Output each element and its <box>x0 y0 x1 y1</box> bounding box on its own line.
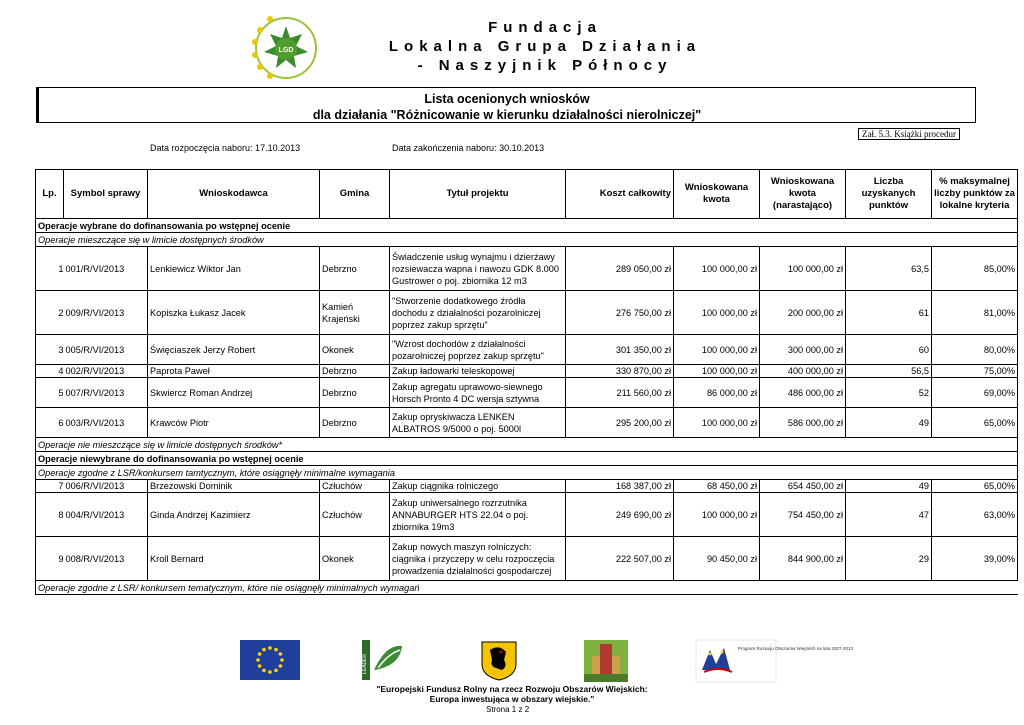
cell-points: 47 <box>846 493 932 537</box>
cell-amount: 86 000,00 zł <box>674 378 760 408</box>
table-row <box>36 408 1018 438</box>
cell-points: 60 <box>846 335 932 365</box>
cell-points: 56,5 <box>846 365 932 378</box>
cell-applicant: Krawców Piotr <box>148 408 320 438</box>
cell-cost: 295 200,00 zł <box>566 408 674 438</box>
cell-lp: 7 <box>36 480 64 493</box>
cell-title: Świadczenie usług wynajmu i dzierżawy rozsiewacza wapna i nawozu GDK 8.000 Gustrower o poj. zbiornika 12 m3 <box>390 247 566 291</box>
leader-logo <box>362 640 408 685</box>
col-lp: Lp. <box>36 170 64 219</box>
table-row <box>36 247 1018 291</box>
table-row <box>36 493 1018 537</box>
cell-percent: 65,00% <box>932 408 1018 438</box>
end-date: Data zakończenia naboru: 30.10.2013 <box>392 143 545 153</box>
cell-symbol: 005/R/VI/2013 <box>64 335 148 365</box>
cell-lp: 3 <box>36 335 64 365</box>
cell-symbol: 009/R/VI/2013 <box>64 291 148 335</box>
document-title <box>36 87 976 123</box>
cell-applicant: Kopiszka Łukasz Jacek <box>148 291 320 335</box>
col-points: Liczba uzyskanych punktów <box>846 170 932 219</box>
cell-amount: 100 000,00 zł <box>674 365 760 378</box>
cell-points: 49 <box>846 408 932 438</box>
cell-gmina: Debrzno <box>320 378 390 408</box>
cell-percent: 85,00% <box>932 247 1018 291</box>
cell-title: Zakup agregatu uprawowo-siewnego Horsch Pronto 4 DC wersja sztywna <box>390 378 566 408</box>
section-not-selected: Operacje niewybrane do dofinansowania po wstępnej ocenie <box>36 452 1018 466</box>
org-line-3: - Naszyjnik Północy <box>417 57 673 74</box>
cell-gmina: Człuchów <box>320 480 390 493</box>
cell-percent: 81,00% <box>932 291 1018 335</box>
svg-text:LGD: LGD <box>278 47 294 54</box>
cell-applicant: Skwiercz Roman Andrzej <box>148 378 320 408</box>
cell-percent: 69,00% <box>932 378 1018 408</box>
cell-symbol: 004/R/VI/2013 <box>64 493 148 537</box>
cell-points: 63,5 <box>846 247 932 291</box>
table-row <box>36 365 1018 378</box>
cell-points: 49 <box>846 480 932 493</box>
cell-cost: 168 387,00 zł <box>566 480 674 493</box>
municipality-logo <box>584 640 628 687</box>
cell-cost: 276 750,00 zł <box>566 291 674 335</box>
eu-flag-logo <box>240 640 300 685</box>
subsection-over-limit: Operacje nie mieszczące się w limicie dostępnych środków* <box>36 438 1018 452</box>
cell-cumulative: 486 000,00 zł <box>760 378 846 408</box>
cell-applicant: Ginda Andrzej Kazimierz <box>148 493 320 537</box>
cell-applicant: Lenkiewicz Wiktor Jan <box>148 247 320 291</box>
cell-title: "Stworzenie dodatkowego źródła dochodu z działalności pozarolniczej poprzez zakup sprzętu" <box>390 291 566 335</box>
table-header-row <box>36 170 1018 219</box>
cell-gmina: Debrzno <box>320 365 390 378</box>
table-row <box>36 291 1018 335</box>
footer-line-2: Europa inwestująca w obszary wiejskie." <box>429 694 595 704</box>
cell-cumulative: 100 000,00 zł <box>760 247 846 291</box>
col-cumulative: Wnioskowana kwota (narastająco) <box>760 170 846 219</box>
col-cost: Koszt całkowity <box>566 170 674 219</box>
table-row <box>36 378 1018 408</box>
org-line-2: Lokalna Grupa Działania <box>388 38 702 55</box>
cell-lp: 2 <box>36 291 64 335</box>
cell-points: 52 <box>846 378 932 408</box>
cell-percent: 65,00% <box>932 480 1018 493</box>
cell-gmina: Kamień Krajeński <box>320 291 390 335</box>
cell-points: 29 <box>846 537 932 581</box>
table-row <box>36 335 1018 365</box>
cell-title: Zakup uniwersalnego rozrzutnika ANNABURGER HTS 22.04 o poj. zbiornika 19m3 <box>390 493 566 537</box>
subsection-min-met: Operacje zgodne z LSR/konkursem tamtycznym, które osiągnęły minimalne wymagania <box>36 466 1018 480</box>
org-line-1: Fundacja <box>488 19 602 36</box>
cell-applicant: Paprota Paweł <box>148 365 320 378</box>
cell-title: Zakup ciągnika rolniczego <box>390 480 566 493</box>
table-row <box>36 537 1018 581</box>
title-line-2: dla działania "Różnicowanie w kierunku działalności nierolniczej" <box>312 108 702 122</box>
cell-title: Zakup ładowarki teleskopowej <box>390 365 566 378</box>
cell-title: Zakup nowych maszyn rolniczych: ciągnika i przyczepy w celu rozpoczęcia prowadzenia działalności gospodarczej <box>390 537 566 581</box>
cell-points: 61 <box>846 291 932 335</box>
applications-table <box>35 169 1018 595</box>
cell-percent: 63,00% <box>932 493 1018 537</box>
title-line-1: Lista ocenionych wniosków <box>424 92 590 106</box>
cell-cost: 211 560,00 zł <box>566 378 674 408</box>
svg-text:Program Rozwoju Obszarów Wiejs: Program Rozwoju Obszarów Wiejskich na lata 2007-2013 <box>738 646 854 651</box>
cell-amount: 100 000,00 zł <box>674 493 760 537</box>
cell-symbol: 007/R/VI/2013 <box>64 378 148 408</box>
cell-cost: 249 690,00 zł <box>566 493 674 537</box>
cell-applicant: Kroll Bernard <box>148 537 320 581</box>
footer-slogan <box>376 684 648 704</box>
cell-gmina: Okonek <box>320 335 390 365</box>
cell-lp: 8 <box>36 493 64 537</box>
cell-symbol: 008/R/VI/2013 <box>64 537 148 581</box>
cell-percent: 39,00% <box>932 537 1018 581</box>
cell-applicant: Święciaszek Jerzy Robert <box>148 335 320 365</box>
attachment-note: Zał. 5.3. Książki procedur <box>858 128 960 140</box>
cell-cumulative: 200 000,00 zł <box>760 291 846 335</box>
section-selected: Operacje wybrane do dofinansowania po wstępnej ocenie <box>36 219 1018 233</box>
cell-lp: 5 <box>36 378 64 408</box>
col-percent: % maksymalnej liczby punktów za lokalne kryteria <box>932 170 1018 219</box>
cell-cost: 222 507,00 zł <box>566 537 674 581</box>
cell-gmina: Debrzno <box>320 247 390 291</box>
cell-gmina: Człuchów <box>320 493 390 537</box>
cell-percent: 80,00% <box>932 335 1018 365</box>
cell-symbol: 002/R/VI/2013 <box>64 365 148 378</box>
svg-text:LEADER: LEADER <box>362 653 368 674</box>
prow-logo <box>696 640 854 687</box>
cell-amount: 100 000,00 zł <box>674 335 760 365</box>
cell-cost: 301 350,00 zł <box>566 335 674 365</box>
lgd-logo <box>246 8 326 88</box>
cell-cumulative: 400 000,00 zł <box>760 365 846 378</box>
cell-lp: 4 <box>36 365 64 378</box>
cell-applicant: Brzezowski Dominik <box>148 480 320 493</box>
col-symbol: Symbol sprawy <box>64 170 148 219</box>
cell-title: "Wzrost dochodów z działalności pozarolniczej poprzez zakup sprzętu" <box>390 335 566 365</box>
subsection-min-not-met: Operacje zgodne z LSR/ konkursem tematycznym, które nie osiągnęły minimalnych wymagań <box>36 581 1018 595</box>
cell-amount: 100 000,00 zł <box>674 291 760 335</box>
cell-lp: 1 <box>36 247 64 291</box>
cell-amount: 100 000,00 zł <box>674 247 760 291</box>
col-applicant: Wnioskodawca <box>148 170 320 219</box>
cell-amount: 90 450,00 zł <box>674 537 760 581</box>
cell-cumulative: 586 000,00 zł <box>760 408 846 438</box>
cell-lp: 9 <box>36 537 64 581</box>
subsection-within-limit: Operacje mieszczące się w limicie dostępnych środków <box>36 233 1018 247</box>
cell-cumulative: 654 450,00 zł <box>760 480 846 493</box>
cell-lp: 6 <box>36 408 64 438</box>
cell-percent: 75,00% <box>932 365 1018 378</box>
page-number: Strona 1 z 2 <box>486 705 530 714</box>
pomorskie-coat-of-arms <box>480 640 518 687</box>
cell-cumulative: 754 450,00 zł <box>760 493 846 537</box>
cell-cost: 289 050,00 zł <box>566 247 674 291</box>
col-title: Tytuł projektu <box>390 170 566 219</box>
cell-symbol: 001/R/VI/2013 <box>64 247 148 291</box>
cell-amount: 100 000,00 zł <box>674 408 760 438</box>
start-date: Data rozpoczęcia naboru: 17.10.2013 <box>150 143 301 153</box>
cell-cost: 330 870,00 zł <box>566 365 674 378</box>
cell-gmina: Okonek <box>320 537 390 581</box>
cell-title: Zakup opryskiwacza LENKEN ALBATROS 9/5000 o poj. 5000l <box>390 408 566 438</box>
col-amount: Wnioskowana kwota <box>674 170 760 219</box>
organization-name <box>380 18 710 75</box>
cell-cumulative: 844 900,00 zł <box>760 537 846 581</box>
footer-line-1: "Europejski Fundusz Rolny na rzecz Rozwoju Obszarów Wiejskich: <box>376 684 648 694</box>
cell-symbol: 003/R/VI/2013 <box>64 408 148 438</box>
cell-amount: 68 450,00 zł <box>674 480 760 493</box>
cell-symbol: 006/R/VI/2013 <box>64 480 148 493</box>
cell-gmina: Debrzno <box>320 408 390 438</box>
col-gmina: Gmina <box>320 170 390 219</box>
table-row <box>36 480 1018 493</box>
cell-cumulative: 300 000,00 zł <box>760 335 846 365</box>
